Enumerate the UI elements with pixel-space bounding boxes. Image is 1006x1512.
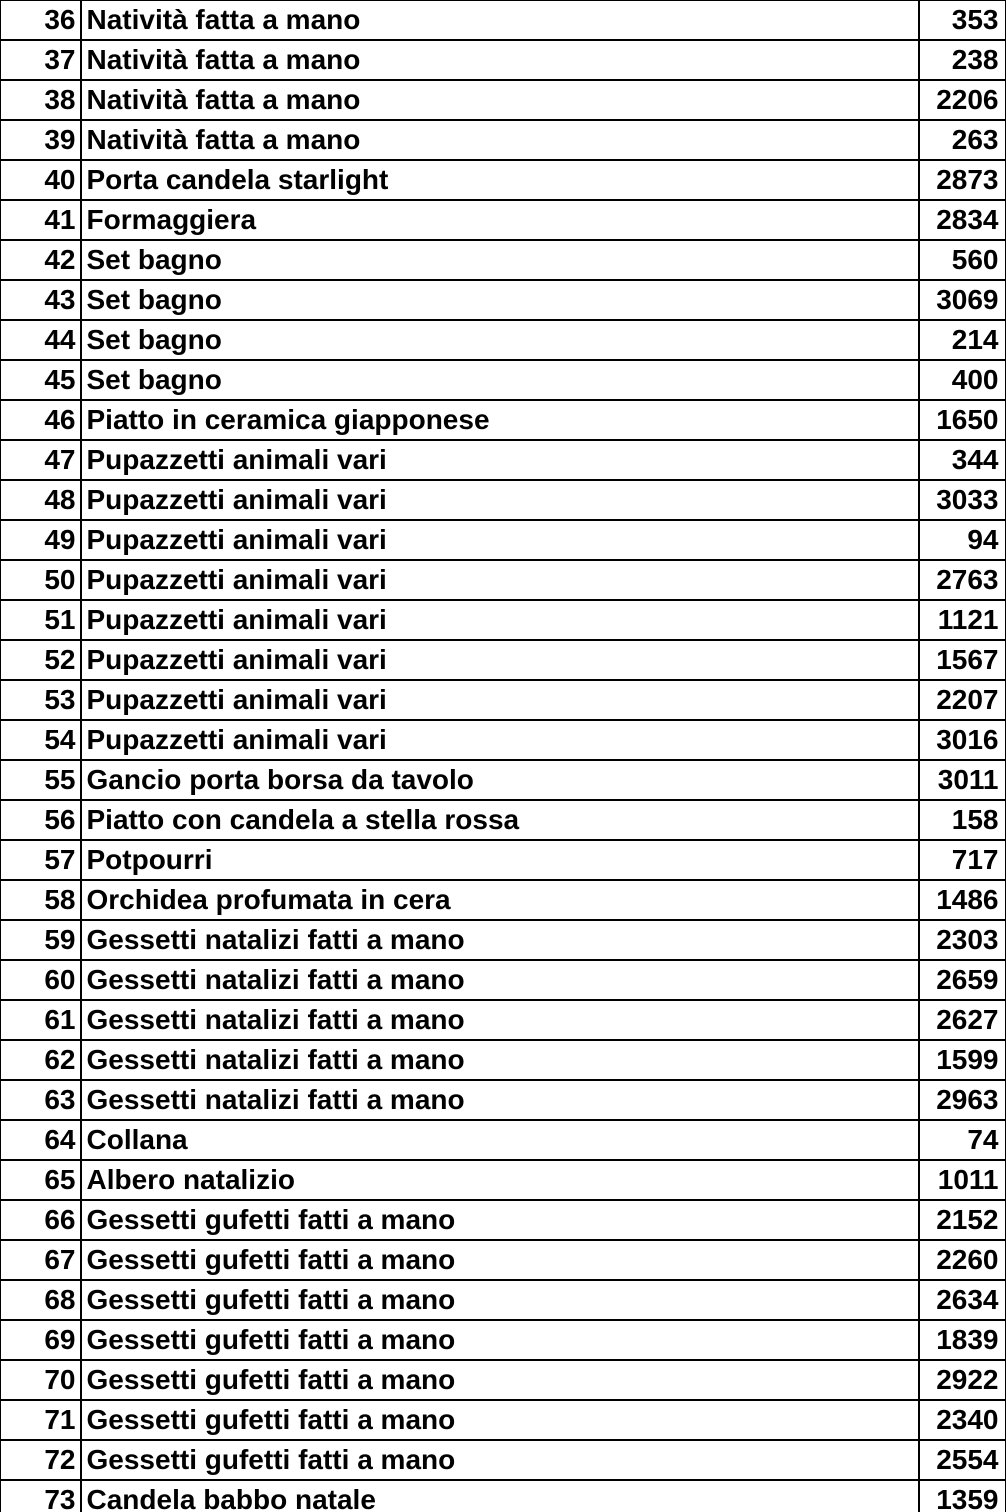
row-number-cell[interactable]: 45: [1, 360, 81, 400]
table-row: [1, 1200, 1006, 1240]
table-row: [1, 1480, 1006, 1512]
row-number-cell[interactable]: 56: [1, 800, 81, 840]
description-cell[interactable]: Gessetti natalizi fatti a mano: [81, 1080, 919, 1120]
description-cell[interactable]: Gessetti natalizi fatti a mano: [81, 1000, 919, 1040]
value-cell[interactable]: 400: [919, 360, 1006, 400]
row-number-cell[interactable]: 50: [1, 560, 81, 600]
table-row: [1, 800, 1006, 840]
row-number-cell[interactable]: 65: [1, 1160, 81, 1200]
value-cell[interactable]: 2627: [919, 1000, 1006, 1040]
row-number-cell[interactable]: 73: [1, 1480, 81, 1512]
value-cell[interactable]: 2303: [919, 920, 1006, 960]
value-cell[interactable]: 1011: [919, 1160, 1006, 1200]
table-row: [1, 1040, 1006, 1080]
description-cell[interactable]: Pupazzetti animali vari: [81, 640, 919, 680]
value-cell[interactable]: 2834: [919, 200, 1006, 240]
value-cell[interactable]: 263: [919, 120, 1006, 160]
row-number-cell[interactable]: 46: [1, 400, 81, 440]
description-cell[interactable]: Gessetti gufetti fatti a mano: [81, 1320, 919, 1360]
row-number-cell[interactable]: 49: [1, 520, 81, 560]
description-cell[interactable]: Set bagno: [81, 280, 919, 320]
value-cell[interactable]: 94: [919, 520, 1006, 560]
table-row: [1, 720, 1006, 760]
row-number-cell[interactable]: 54: [1, 720, 81, 760]
row-number-cell[interactable]: 71: [1, 1400, 81, 1440]
table-row: [1, 1280, 1006, 1320]
description-cell[interactable]: Pupazzetti animali vari: [81, 560, 919, 600]
row-number-cell[interactable]: 44: [1, 320, 81, 360]
value-cell[interactable]: 1486: [919, 880, 1006, 920]
value-cell[interactable]: 2260: [919, 1240, 1006, 1280]
description-cell[interactable]: Gessetti natalizi fatti a mano: [81, 960, 919, 1000]
description-cell[interactable]: Pupazzetti animali vari: [81, 680, 919, 720]
table-row: [1, 960, 1006, 1000]
value-cell[interactable]: 2963: [919, 1080, 1006, 1120]
value-cell[interactable]: 2659: [919, 960, 1006, 1000]
value-cell[interactable]: 2554: [919, 1440, 1006, 1480]
row-number-cell[interactable]: 38: [1, 80, 81, 120]
value-cell[interactable]: 3011: [919, 760, 1006, 800]
description-cell[interactable]: Candela babbo natale: [81, 1480, 919, 1512]
description-cell[interactable]: Formaggiera: [81, 200, 919, 240]
table-row: [1, 280, 1006, 320]
table-row: [1, 1120, 1006, 1160]
description-cell[interactable]: Gessetti gufetti fatti a mano: [81, 1280, 919, 1320]
row-number-cell[interactable]: 57: [1, 840, 81, 880]
row-number-cell[interactable]: 67: [1, 1240, 81, 1280]
row-number-cell[interactable]: 42: [1, 240, 81, 280]
description-cell[interactable]: Gessetti gufetti fatti a mano: [81, 1440, 919, 1480]
value-cell[interactable]: 158: [919, 800, 1006, 840]
row-number-cell[interactable]: 68: [1, 1280, 81, 1320]
row-number-cell[interactable]: 40: [1, 160, 81, 200]
row-number-cell[interactable]: 66: [1, 1200, 81, 1240]
value-cell[interactable]: 74: [919, 1120, 1006, 1160]
table-row: [1, 40, 1006, 80]
description-cell[interactable]: Natività fatta a mano: [81, 1, 919, 41]
description-cell[interactable]: Gessetti gufetti fatti a mano: [81, 1360, 919, 1400]
description-cell[interactable]: Gessetti natalizi fatti a mano: [81, 1040, 919, 1080]
value-cell[interactable]: 353: [919, 1, 1006, 41]
value-cell[interactable]: 2873: [919, 160, 1006, 200]
row-number-cell[interactable]: 59: [1, 920, 81, 960]
value-cell[interactable]: 1567: [919, 640, 1006, 680]
row-number-cell[interactable]: 58: [1, 880, 81, 920]
table-row: [1, 1320, 1006, 1360]
description-cell[interactable]: Natività fatta a mano: [81, 40, 919, 80]
value-cell[interactable]: 2152: [919, 1200, 1006, 1240]
table-row: [1, 120, 1006, 160]
table-row: [1, 240, 1006, 280]
value-cell[interactable]: 3016: [919, 720, 1006, 760]
description-cell[interactable]: Gessetti natalizi fatti a mano: [81, 920, 919, 960]
row-number-cell[interactable]: 70: [1, 1360, 81, 1400]
table-row: [1, 520, 1006, 560]
row-number-cell[interactable]: 61: [1, 1000, 81, 1040]
value-cell[interactable]: 238: [919, 40, 1006, 80]
description-cell[interactable]: Natività fatta a mano: [81, 80, 919, 120]
description-cell[interactable]: Potpourri: [81, 840, 919, 880]
value-cell[interactable]: 717: [919, 840, 1006, 880]
value-cell[interactable]: 214: [919, 320, 1006, 360]
row-number-cell[interactable]: 53: [1, 680, 81, 720]
row-number-cell[interactable]: 36: [1, 1, 81, 41]
table-row: [1, 1160, 1006, 1200]
value-cell[interactable]: 2340: [919, 1400, 1006, 1440]
table-row: [1, 840, 1006, 880]
description-cell[interactable]: Gessetti gufetti fatti a mano: [81, 1200, 919, 1240]
table-row: [1, 1440, 1006, 1480]
row-number-cell[interactable]: 37: [1, 40, 81, 80]
value-cell[interactable]: 1599: [919, 1040, 1006, 1080]
description-cell[interactable]: Pupazzetti animali vari: [81, 480, 919, 520]
description-cell[interactable]: Gessetti gufetti fatti a mano: [81, 1240, 919, 1280]
value-cell[interactable]: 1121: [919, 600, 1006, 640]
value-cell[interactable]: 3033: [919, 480, 1006, 520]
description-cell[interactable]: Gancio porta borsa da tavolo: [81, 760, 919, 800]
description-cell[interactable]: Set bagno: [81, 240, 919, 280]
row-number-cell[interactable]: 51: [1, 600, 81, 640]
table-row: [1, 560, 1006, 600]
row-number-cell[interactable]: 55: [1, 760, 81, 800]
description-cell[interactable]: Piatto in ceramica giapponese: [81, 400, 919, 440]
table-row: [1, 1400, 1006, 1440]
table-row: [1, 200, 1006, 240]
table-row: [1, 600, 1006, 640]
value-cell[interactable]: 2763: [919, 560, 1006, 600]
value-cell[interactable]: 2922: [919, 1360, 1006, 1400]
row-number-cell[interactable]: 48: [1, 480, 81, 520]
table-row: [1, 160, 1006, 200]
value-cell[interactable]: 1359: [919, 1480, 1006, 1512]
description-cell[interactable]: Piatto con candela a stella rossa: [81, 800, 919, 840]
row-number-cell[interactable]: 69: [1, 1320, 81, 1360]
row-number-cell[interactable]: 64: [1, 1120, 81, 1160]
row-number-cell[interactable]: 52: [1, 640, 81, 680]
row-number-cell[interactable]: 60: [1, 960, 81, 1000]
table-row: [1, 1000, 1006, 1040]
row-number-cell[interactable]: 72: [1, 1440, 81, 1480]
table-row: [1, 80, 1006, 120]
value-cell[interactable]: 2634: [919, 1280, 1006, 1320]
description-cell[interactable]: Gessetti gufetti fatti a mano: [81, 1400, 919, 1440]
table-row: [1, 880, 1006, 920]
table-row: [1, 1240, 1006, 1280]
row-number-cell[interactable]: 62: [1, 1040, 81, 1080]
description-cell[interactable]: Pupazzetti animali vari: [81, 520, 919, 560]
description-cell[interactable]: Orchidea profumata in cera: [81, 880, 919, 920]
items-table-body: [1, 1, 1006, 1512]
table-row: [1, 400, 1006, 440]
description-cell[interactable]: Natività fatta a mano: [81, 120, 919, 160]
description-cell[interactable]: Collana: [81, 1120, 919, 1160]
description-cell[interactable]: Pupazzetti animali vari: [81, 440, 919, 480]
table-row: [1, 320, 1006, 360]
table-row: [1, 440, 1006, 480]
row-number-cell[interactable]: 41: [1, 200, 81, 240]
table-row: [1, 640, 1006, 680]
value-cell[interactable]: 560: [919, 240, 1006, 280]
value-cell[interactable]: 2207: [919, 680, 1006, 720]
table-row: [1, 1080, 1006, 1120]
value-cell[interactable]: 1650: [919, 400, 1006, 440]
row-number-cell[interactable]: 47: [1, 440, 81, 480]
description-cell[interactable]: Albero natalizio: [81, 1160, 919, 1200]
description-cell[interactable]: Set bagno: [81, 360, 919, 400]
value-cell[interactable]: 344: [919, 440, 1006, 480]
row-number-cell[interactable]: 43: [1, 280, 81, 320]
table-row: [1, 360, 1006, 400]
table-row: [1, 1, 1006, 41]
table-row: [1, 680, 1006, 720]
value-cell[interactable]: 2206: [919, 80, 1006, 120]
table-row: [1, 760, 1006, 800]
table-row: [1, 1360, 1006, 1400]
table-row: [1, 920, 1006, 960]
description-cell[interactable]: Pupazzetti animali vari: [81, 720, 919, 760]
description-cell[interactable]: Set bagno: [81, 320, 919, 360]
table-row: [1, 480, 1006, 520]
description-cell[interactable]: Pupazzetti animali vari: [81, 600, 919, 640]
value-cell[interactable]: 1839: [919, 1320, 1006, 1360]
value-cell[interactable]: 3069: [919, 280, 1006, 320]
row-number-cell[interactable]: 39: [1, 120, 81, 160]
description-cell[interactable]: Porta candela starlight: [81, 160, 919, 200]
row-number-cell[interactable]: 63: [1, 1080, 81, 1120]
